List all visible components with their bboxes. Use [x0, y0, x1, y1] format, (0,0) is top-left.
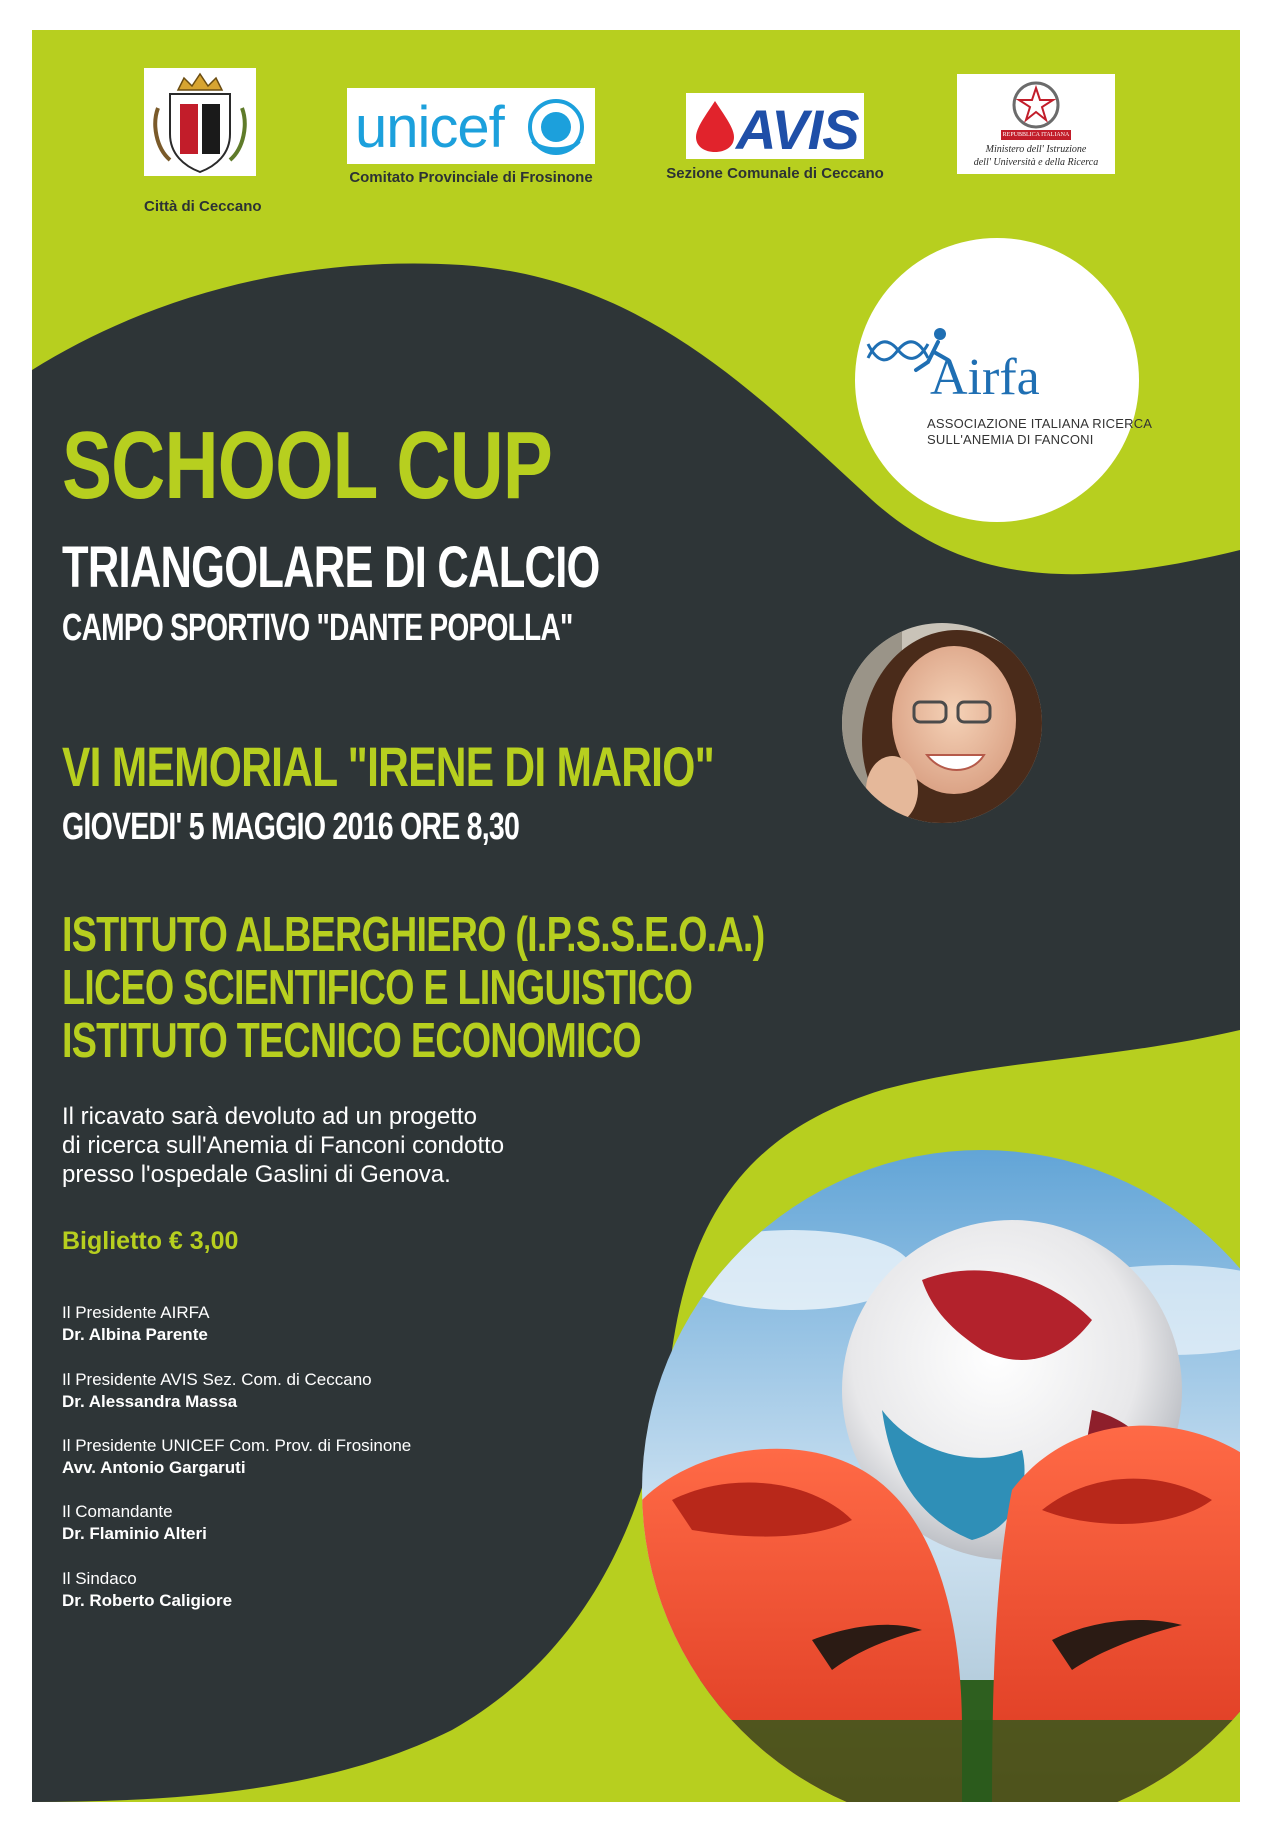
signatory-name: Dr. Roberto Caligiore — [62, 1591, 233, 1610]
signatory-role: Il Presidente AIRFA — [62, 1303, 210, 1322]
signatory-role: Il Comandante — [62, 1502, 173, 1521]
description-line-3: presso l'ospedale Gaslini di Genova. — [62, 1161, 451, 1188]
ministero-line1: Ministero dell' Istruzione — [985, 144, 1087, 155]
signatory-role: Il Sindaco — [62, 1569, 137, 1588]
signatory — [62, 1435, 411, 1479]
event-title: SCHOOL CUP — [62, 412, 553, 519]
signatory-name: Avv. Antonio Gargaruti — [62, 1458, 246, 1477]
ministero-logo — [957, 74, 1115, 174]
signatory — [62, 1568, 232, 1612]
signatory — [62, 1302, 209, 1346]
ceccano-caption: Città di Ceccano — [144, 198, 262, 215]
ministero-line2: dell' Università e della Ricerca — [973, 157, 1099, 168]
ministero-ribbon: REPUBBLICA ITALIANA — [1002, 132, 1070, 138]
event-subtitle: TRIANGOLARE DI CALCIO — [62, 535, 600, 600]
signatory-role: Il Presidente AVIS Sez. Com. di Ceccano — [62, 1370, 372, 1389]
italian-emblem-icon — [1007, 76, 1065, 134]
school-3: ISTITUTO TECNICO ECONOMICO — [62, 1014, 641, 1068]
avis-wordmark: AVIS — [736, 98, 859, 161]
airfa-line2: SULL'ANEMIA DI FANCONI — [927, 432, 1094, 447]
event-memorial: VI MEMORIAL "IRENE DI MARIO" — [62, 735, 714, 798]
signatory-name: Dr. Flaminio Alteri — [62, 1524, 207, 1543]
event-datetime: GIOVEDI' 5 MAGGIO 2016 ORE 8,30 — [62, 806, 520, 848]
description-line-2: di ricerca sull'Anemia di Fanconi condotto — [62, 1132, 505, 1159]
ticket-price: Biglietto € 3,00 — [62, 1227, 239, 1255]
signatory-name: Dr. Albina Parente — [62, 1325, 208, 1344]
poster — [32, 30, 1240, 1802]
airfa-line1: ASSOCIAZIONE ITALIANA RICERCA — [927, 416, 1153, 431]
ceccano-logo — [144, 68, 256, 176]
blood-drop-icon — [692, 99, 738, 153]
avis-logo — [686, 93, 864, 159]
school-1: ISTITUTO ALBERGHIERO (I.P.S.S.E.O.A.) — [62, 908, 765, 962]
avis-caption: Sezione Comunale di Ceccano — [666, 165, 884, 182]
signatory — [62, 1369, 372, 1413]
description-line-1: Il ricavato sarà devoluto ad un progetto — [62, 1103, 477, 1130]
event-venue: CAMPO SPORTIVO "DANTE POPOLLA" — [62, 607, 573, 649]
signatory-role: Il Presidente UNICEF Com. Prov. di Frosinone — [62, 1436, 412, 1455]
coat-of-arms-icon — [144, 68, 256, 176]
unicef-logo — [347, 88, 595, 164]
school-2: LICEO SCIENTIFICO E LINGUISTICO — [62, 961, 693, 1015]
unicef-caption: Comitato Provinciale di Frosinone — [349, 169, 593, 186]
signatory-name: Dr. Alessandra Massa — [62, 1392, 238, 1411]
signatory — [62, 1501, 207, 1545]
unicef-wordmark: unicef — [355, 95, 504, 160]
airfa-wordmark: Airfa — [930, 349, 1040, 406]
unicef-emblem-icon — [525, 96, 587, 158]
